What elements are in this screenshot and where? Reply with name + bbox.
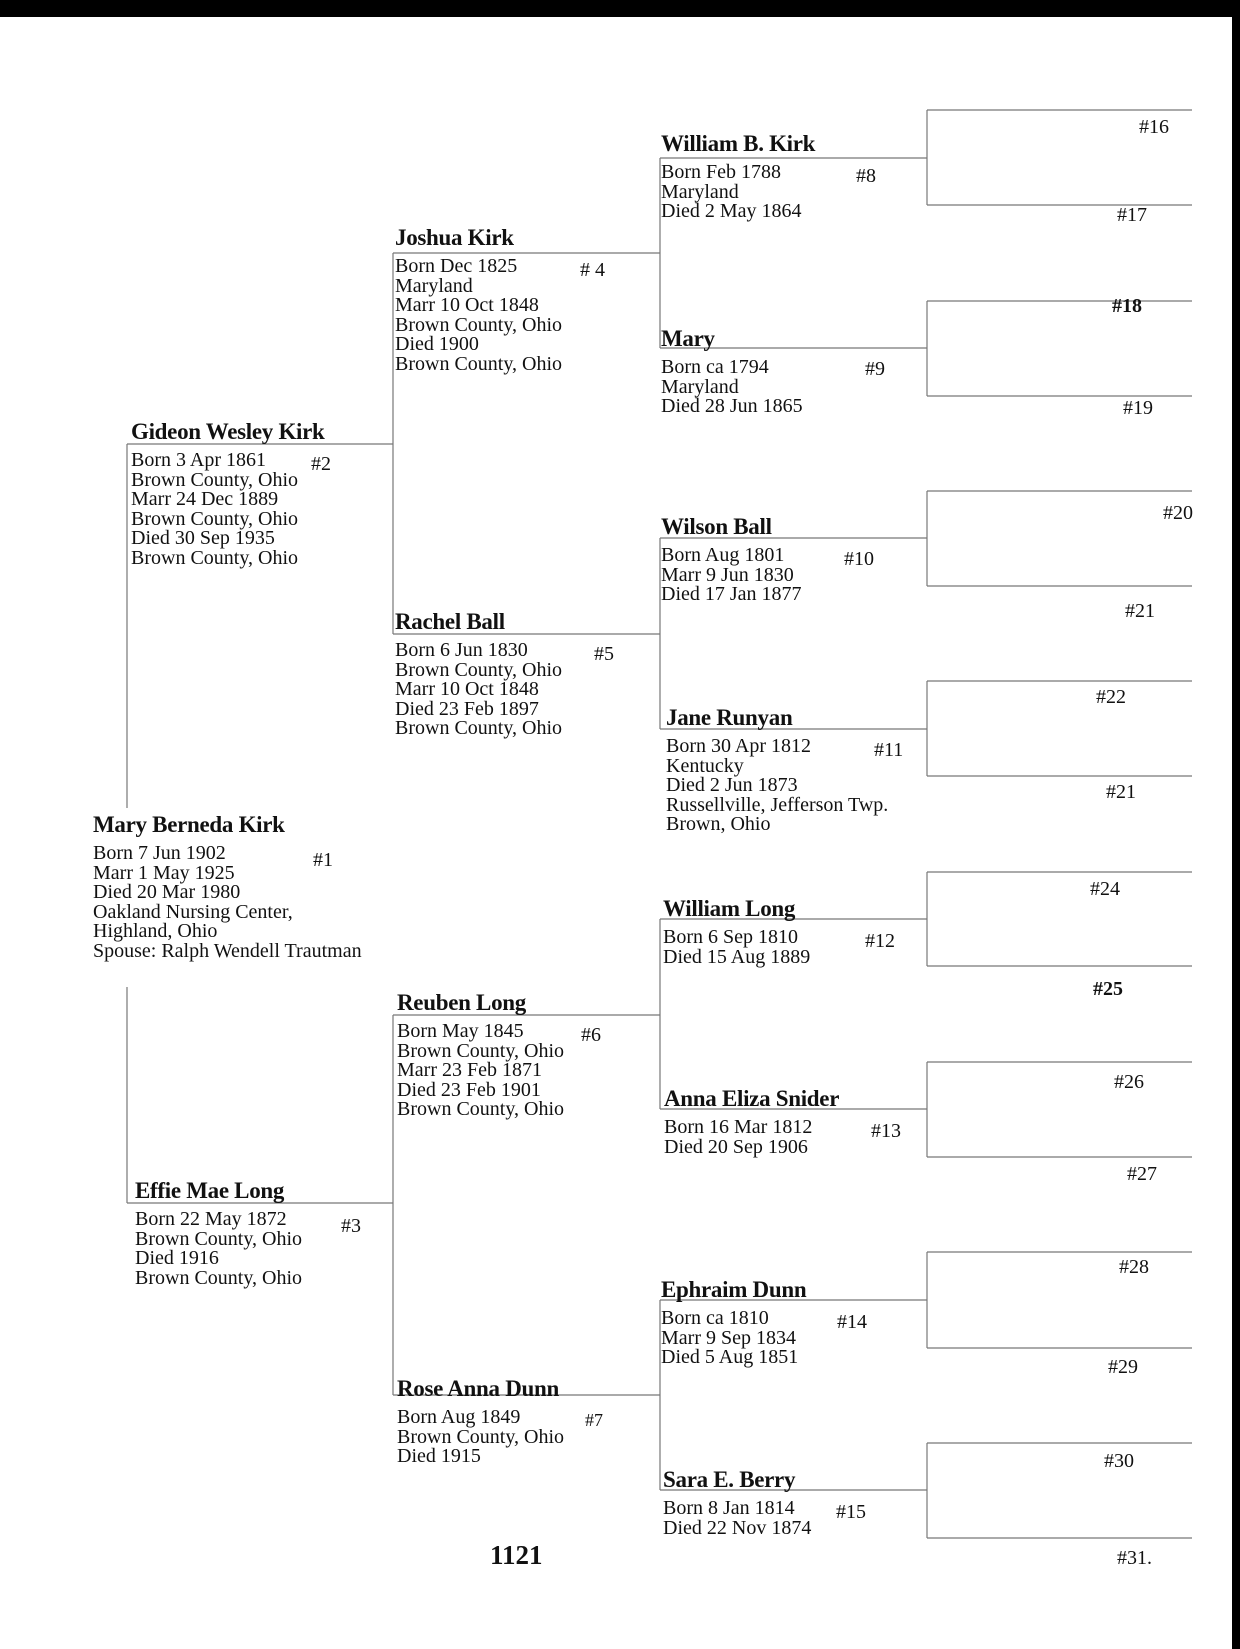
person-facts <box>135 1210 302 1288</box>
person-number: #9 <box>865 358 885 380</box>
continuation-ref: #16 <box>1139 116 1169 138</box>
person-fact: Born 8 Jan 1814 <box>663 1497 795 1519</box>
continuation-ref: #26 <box>1114 1071 1144 1093</box>
person-fact: Died 2 May 1864 <box>661 200 802 222</box>
person-fact: Died 20 Mar 1980 <box>93 881 241 903</box>
person-fact: Died 17 Jan 1877 <box>661 583 802 605</box>
person-facts <box>395 641 562 739</box>
person-number: # 4 <box>580 259 605 281</box>
person-name: Joshua Kirk <box>395 225 514 250</box>
person-number: #13 <box>871 1120 901 1142</box>
person-7 <box>397 1376 603 1467</box>
continuation-ref: #21 <box>1125 600 1155 622</box>
continuation-ref: #30 <box>1104 1450 1134 1472</box>
person-fact: Spouse: Ralph Wendell Trautman <box>93 939 362 962</box>
continuation-ref: #27 <box>1127 1163 1157 1185</box>
person-3 <box>135 1178 361 1289</box>
person-fact: Marr 23 Feb 1871 <box>397 1059 542 1081</box>
person-fact: Born Aug 1801 <box>661 544 785 566</box>
person-15 <box>663 1467 866 1539</box>
person-fact: Born ca 1794 <box>661 356 769 378</box>
person-fact: Died 5 Aug 1851 <box>661 1346 799 1368</box>
person-fact: Brown County, Ohio <box>397 1098 565 1120</box>
person-name: Mary Berneda Kirk <box>93 812 285 837</box>
person-1 <box>93 813 362 961</box>
person-fact: Brown County, Ohio <box>395 352 563 375</box>
continuation-ref: #25 <box>1093 978 1123 1000</box>
person-name: William B. Kirk <box>661 131 816 156</box>
continuation-ref: #17 <box>1117 204 1147 226</box>
person-fact: Marr 10 Oct 1848 <box>395 678 539 700</box>
person-fact: Brown County, Ohio <box>395 658 563 681</box>
page-number: 1121 <box>490 1540 543 1570</box>
person-fact: Maryland <box>395 274 473 297</box>
continuation-ref: #18 <box>1112 295 1142 317</box>
person-fact: Born May 1845 <box>397 1020 524 1042</box>
person-fact: Died 23 Feb 1901 <box>397 1078 541 1101</box>
person-fact: Marr 10 Oct 1848 <box>395 294 539 316</box>
person-fact: Highland, Ohio <box>93 920 218 942</box>
person-fact: Born 7 Jun 1902 <box>93 842 226 864</box>
person-number: #2 <box>311 453 331 475</box>
person-4 <box>395 225 605 375</box>
person-name: Ephraim Dunn <box>661 1277 807 1302</box>
person-name: Sara E. Berry <box>663 1467 796 1492</box>
scan-border-right <box>1232 0 1240 1649</box>
person-10 <box>661 514 874 605</box>
continuation-ref: #24 <box>1090 878 1120 900</box>
person-13 <box>664 1086 901 1158</box>
person-11 <box>666 705 904 835</box>
person-fact: Brown County, Ohio <box>395 313 563 336</box>
person-fact: Born Aug 1849 <box>397 1406 521 1428</box>
person-fact: Marr 9 Sep 1834 <box>661 1326 796 1349</box>
person-facts <box>663 928 810 967</box>
person-number: #10 <box>844 548 874 570</box>
person-fact: Died 22 Nov 1874 <box>663 1516 812 1539</box>
person-number: #1 <box>313 849 333 871</box>
person-fact: Died 15 Aug 1889 <box>663 945 811 968</box>
person-fact: Born Feb 1788 <box>661 161 781 183</box>
person-name: Jane Runyan <box>666 705 793 730</box>
person-14 <box>661 1277 867 1368</box>
person-fact: Died 2 Jun 1873 <box>666 774 798 796</box>
person-facts <box>661 546 802 605</box>
person-fact: Born 30 Apr 1812 <box>666 735 811 757</box>
person-fact: Brown County, Ohio <box>135 1227 303 1250</box>
person-number: #14 <box>837 1311 867 1333</box>
person-9 <box>661 326 885 417</box>
person-fact: Maryland <box>661 375 739 398</box>
continuation-ref: #21 <box>1106 781 1136 803</box>
person-name: Mary <box>661 326 715 351</box>
person-facts <box>397 1022 564 1120</box>
person-number: #3 <box>341 1215 361 1237</box>
person-12 <box>663 896 895 968</box>
person-fact: Died 23 Feb 1897 <box>395 697 539 720</box>
continuation-ref: #20 <box>1163 502 1193 524</box>
person-fact: Died 1900 <box>395 333 479 355</box>
person-fact: Marr 24 Dec 1889 <box>131 488 279 510</box>
person-facts <box>661 358 803 417</box>
person-fact: Brown County, Ohio <box>397 1039 565 1062</box>
person-fact: Brown County, Ohio <box>131 468 299 491</box>
person-fact: Born ca 1810 <box>661 1307 769 1329</box>
person-number: #7 <box>585 1410 603 1430</box>
person-facts <box>661 1309 806 1368</box>
person-fact: Oakland Nursing Center, <box>93 900 293 923</box>
person-facts <box>664 1118 839 1157</box>
person-fact: Russellville, Jefferson Twp. <box>666 793 889 816</box>
person-fact: Born 16 Mar 1812 <box>664 1116 813 1138</box>
person-name: Gideon Wesley Kirk <box>131 419 325 444</box>
person-name: Reuben Long <box>397 990 526 1015</box>
person-facts <box>397 1408 564 1467</box>
person-fact: Brown County, Ohio <box>135 1266 303 1289</box>
person-number: #6 <box>581 1024 601 1046</box>
person-fact: Born 3 Apr 1861 <box>131 449 266 471</box>
person-fact: Maryland <box>661 180 739 203</box>
person-fact: Died 28 Jun 1865 <box>661 395 803 417</box>
person-6 <box>397 990 601 1120</box>
person-number: #11 <box>874 739 904 761</box>
person-fact: Brown County, Ohio <box>131 507 299 530</box>
person-fact: Kentucky <box>666 754 744 777</box>
person-facts <box>131 451 325 568</box>
person-facts <box>395 257 562 374</box>
person-facts <box>666 737 888 835</box>
person-name: Wilson Ball <box>661 514 772 539</box>
person-fact: Died 1915 <box>397 1445 481 1467</box>
continuation-ref: #22 <box>1096 686 1126 708</box>
person-fact: Marr 1 May 1925 <box>93 861 235 884</box>
person-2 <box>131 419 331 569</box>
person-5 <box>395 609 614 739</box>
person-fact: Brown County, Ohio <box>397 1425 565 1448</box>
person-name: Effie Mae Long <box>135 1178 285 1203</box>
continuation-ref: #28 <box>1119 1256 1149 1278</box>
continuation-ref: #29 <box>1108 1356 1138 1378</box>
person-number: #15 <box>836 1501 866 1523</box>
person-fact: Brown, Ohio <box>666 813 771 835</box>
person-fact: Born Dec 1825 <box>395 255 518 277</box>
continuation-ref: #19 <box>1123 397 1153 419</box>
person-number: #8 <box>856 165 876 187</box>
person-facts <box>661 163 815 222</box>
person-fact: Died 20 Sep 1906 <box>664 1135 808 1158</box>
person-fact: Born 6 Jun 1830 <box>395 639 528 661</box>
person-fact: Died 30 Sep 1935 <box>131 527 275 549</box>
person-number: #12 <box>865 930 895 952</box>
person-name: William Long <box>663 896 796 921</box>
person-8 <box>661 131 876 222</box>
person-number: #5 <box>594 643 614 665</box>
person-name: Rose Anna Dunn <box>397 1376 559 1401</box>
person-fact: Died 1916 <box>135 1247 219 1269</box>
person-facts <box>663 1499 811 1538</box>
person-fact: Born 22 May 1872 <box>135 1208 287 1230</box>
person-fact: Marr 9 Jun 1830 <box>661 563 794 586</box>
person-fact: Born 6 Sep 1810 <box>663 926 798 948</box>
person-fact: Brown County, Ohio <box>395 717 563 739</box>
person-name: Anna Eliza Snider <box>664 1086 840 1111</box>
person-fact: Brown County, Ohio <box>131 546 299 569</box>
person-name: Rachel Ball <box>395 609 505 634</box>
continuation-ref: #31. <box>1117 1547 1152 1569</box>
